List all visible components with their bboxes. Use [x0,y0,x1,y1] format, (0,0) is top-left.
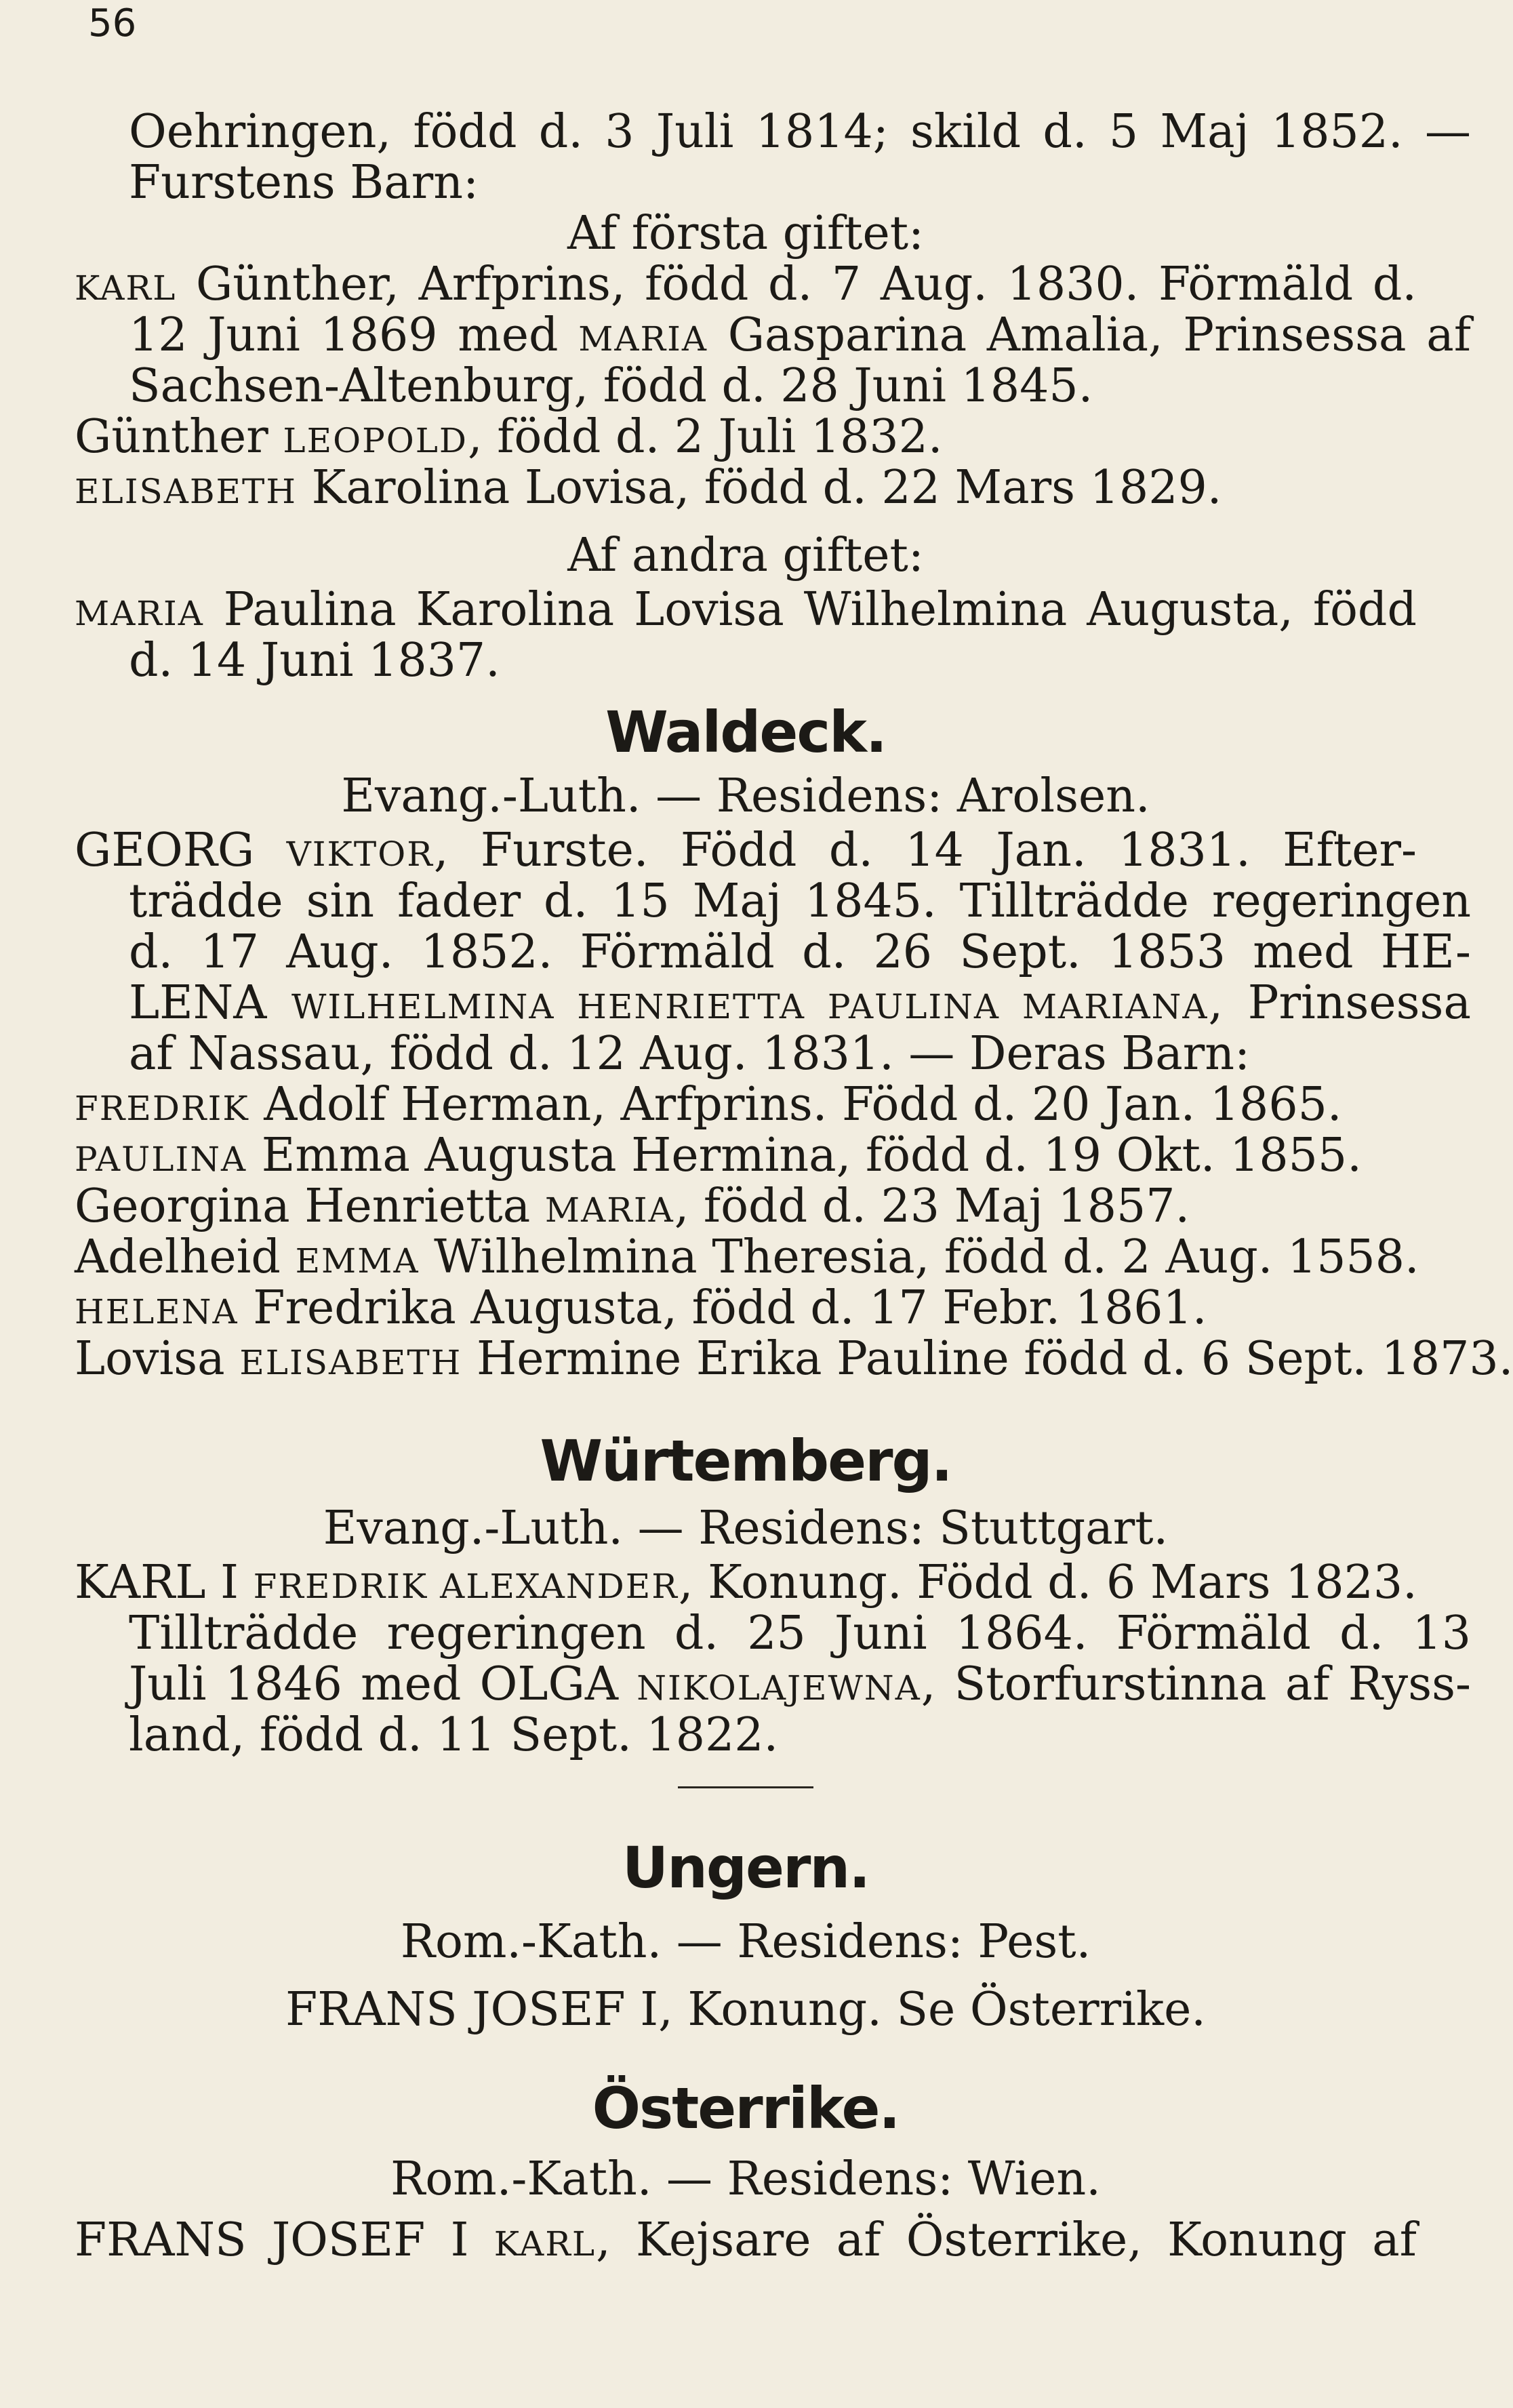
section-divider [678,1786,813,1788]
text-line: d. 17 Aug. 1852. Förmäld d. 26 Sept. 1853 med HE- [129,925,1471,979]
text-line: Adelheid EMMA Wilhelmina Theresia, född d. 2 Aug. 1558. [75,1230,1419,1284]
text-line: d. 14 Juni 1837. [129,634,500,687]
text-line: Juli 1846 med OLGA NIKOLAJEWNA, Storfurstinna af Ryss- [129,1658,1471,1711]
name-smallcaps: KARL [493,2224,597,2264]
text-line: land, född d. 11 Sept. 1822. [129,1708,779,1762]
name-smallcaps: FREDRIK [75,1089,249,1128]
text-line: FRANS JOSEF I, Konung. Se Österrike. [285,1983,1206,2036]
text-line: GEORG VIKTOR, Furste. Född d. 14 Jan. 1831. Efter- [75,824,1417,877]
text-line: KARL I FREDRIK ALEXANDER, Konung. Född d. 6 Mars 1823. [75,1556,1417,1609]
text-line: Oehringen, född d. 3 Juli 1814; skild d. 5 Maj 1852. — [129,105,1471,159]
religion-residence-line: Rom.-Kath. — Residens: Pest. [400,1915,1091,1969]
religion-residence-line: Evang.-Luth. — Residens: Stuttgart. [323,1502,1169,1555]
name-smallcaps: FREDRIK ALEXANDER [253,1567,679,1606]
name-smallcaps: HELENA [75,1292,239,1331]
name-smallcaps: ELISABETH [75,472,298,511]
text-line: Georgina Henrietta MARIA, född d. 23 Maj 1857. [75,1180,1190,1233]
name-smallcaps: ELISABETH [239,1343,462,1382]
page-number: 56 [88,1,137,45]
text-line: Lovisa ELISABETH Hermine Erika Pauline född d. 6 Sept. 1873. [75,1332,1513,1386]
name-smallcaps: MARIA [75,594,204,633]
text-line: af Nassau, född d. 12 Aug. 1831. — Deras Barn: [129,1027,1251,1081]
religion-residence-line: Rom.-Kath. — Residens: Wien. [390,2152,1101,2206]
text-line: ELISABETH Karolina Lovisa, född d. 22 Mars 1829. [75,461,1222,515]
subheading-first-marriage: Af första giftet: [567,207,924,260]
text-line: FREDRIK Adolf Herman, Arfprins. Född d. 20 Jan. 1865. [75,1078,1342,1131]
text-line: PAULINA Emma Augusta Hermina, född d. 19 Okt. 1855. [75,1129,1362,1182]
name-smallcaps: NIKOLAJEWNA [637,1668,921,1708]
name-smallcaps: LEOPOLD [283,421,468,460]
subheading-second-marriage: Af andra giftet: [567,529,924,582]
text-line: FRANS JOSEF I KARL, Kejsare af Österrike, Konung af [75,2213,1417,2267]
section-heading-wurtemberg: Würtemberg. [540,1428,952,1494]
text-line: MARIA Paulina Karolina Lovisa Wilhelmina Augusta, född [75,583,1417,637]
religion-residence-line: Evang.-Luth. — Residens: Arolsen. [341,769,1150,823]
text-line: Günther LEOPOLD, född d. 2 Juli 1832. [75,410,943,464]
text-line: HELENA Fredrika Augusta, född d. 17 Febr. 1861. [75,1281,1207,1335]
name-smallcaps: EMMA [295,1241,420,1281]
text-line: Furstens Barn: [129,156,479,209]
name-smallcaps: PAULINA [75,1140,247,1179]
name-smallcaps: MARIA [578,319,708,359]
text-line: trädde sin fader d. 15 Maj 1845. Tillträdde regeringen [129,875,1471,928]
section-heading-ungern: Ungern. [622,1834,870,1901]
name-smallcaps: KARL [75,268,177,308]
text-line: LENA WILHELMINA HENRIETTA PAULINA MARIANA, Prinsessa [129,976,1471,1030]
name-smallcaps: WILHELMINA HENRIETTA PAULINA MARIANA [291,987,1209,1026]
section-heading-waldeck: Waldeck. [605,699,886,765]
name-smallcaps: MARIA [544,1190,674,1230]
section-heading-osterrike: Österrike. [592,2075,900,2142]
text-line: Sachsen-Altenburg, född d. 28 Juni 1845. [129,359,1093,413]
text-line: 12 Juni 1869 med MARIA Gasparina Amalia, Prinsessa af [129,308,1471,362]
name-smallcaps: VIKTOR [286,835,434,874]
text-line: Tillträdde regeringen d. 25 Juni 1864. Förmäld d. 13 [129,1607,1471,1660]
text-line: KARL Günther, Arfprins, född d. 7 Aug. 1830. Förmäld d. [75,258,1417,311]
